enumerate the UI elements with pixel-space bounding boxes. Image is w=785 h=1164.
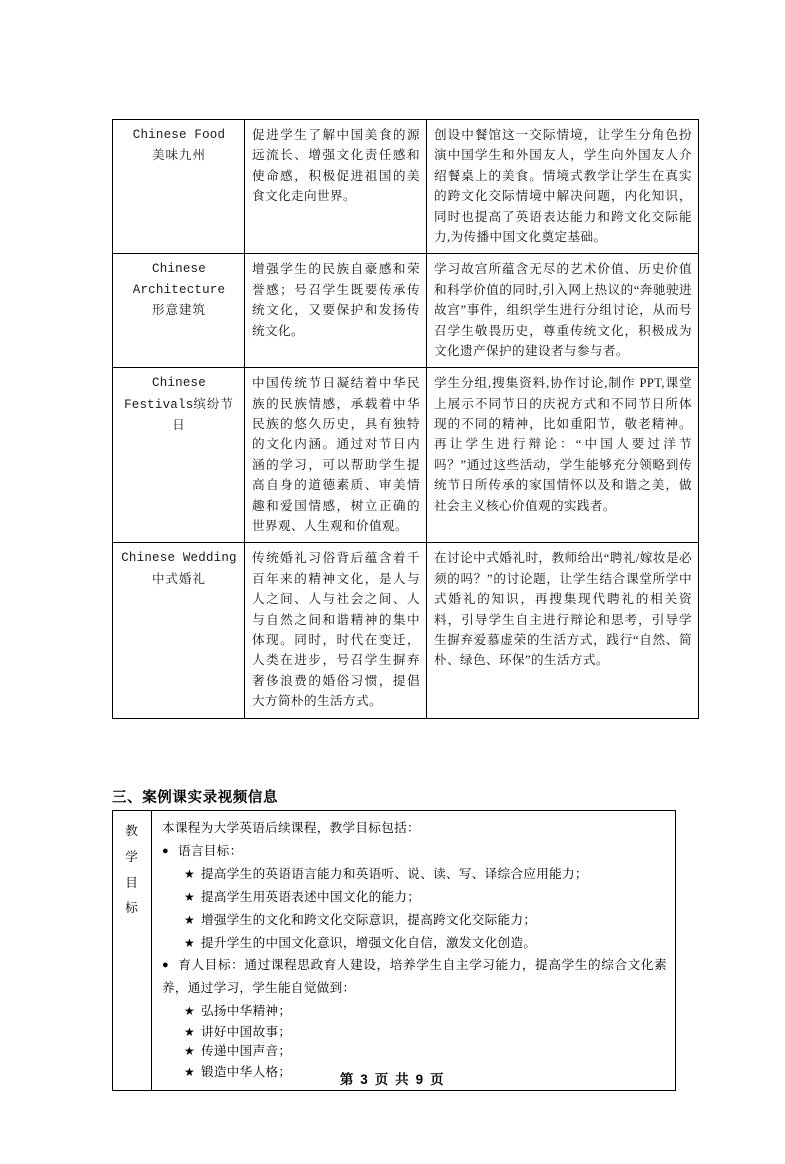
- label-char: 学: [125, 849, 139, 864]
- goals-row-label: [113, 811, 152, 1091]
- topic-cell: [113, 368, 245, 543]
- label-char: 教: [125, 824, 139, 838]
- table-row: [113, 254, 699, 368]
- page-footer: 第 3 页 共 9 页: [339, 1072, 446, 1087]
- topic-english-label: Chinese Architecture: [132, 262, 226, 297]
- moral-goal-item: ★ 锻造中华人格；: [162, 1061, 667, 1084]
- design-cell: 在讨论中式婚礼时，教师给出“聘礼/嫁妆是必须的吗？”的讨论题，让学生结合课堂所学中式婚礼的知识，再搜集现代聘礼的相关资料，引导学生自主进行辩论和思考，引导学生摒弃爱慕虚荣的生活方式，践行“自然、简朴、绿色、环保”的生活方式。: [427, 543, 699, 718]
- language-goal-item: ★ 提高学生的英语语言能力和英语听、说、读、写、译综合应用能力；: [162, 863, 667, 886]
- culture-topics-table: [112, 119, 699, 719]
- goals-content-cell: [152, 811, 676, 1091]
- topic-english-label: Chinese Wedding: [121, 551, 237, 566]
- language-goal-item: ★ 增强学生的文化和跨文化交际意识，提高跨文化交际能力；: [162, 909, 667, 932]
- topic-chinese-label: 形意建筑: [151, 302, 206, 317]
- topic-english-label: Chinese Food: [132, 128, 226, 142]
- objective-cell: 中国传统节日凝结着中华民族的民族情感，承载着中华民族的悠久历史，具有独特的文化内涵。通过对节日内涵的学习，可以帮助学生提高自身的道德素质、审美情趣和爱国情感，树立正确的世界观、人生观和价值观。: [245, 368, 427, 543]
- objective-cell: 增强学生的民族自豪感和荣誉感；号召学生既要传承传统文化，又要保护和发扬传统文化。: [245, 254, 427, 368]
- table-row: [113, 368, 699, 543]
- table-row: [113, 543, 699, 718]
- topic-cell: [113, 543, 245, 718]
- topic-english-label: Chinese Festivals: [124, 376, 206, 412]
- topic-chinese-label: 缤纷节日: [172, 396, 234, 432]
- topic-chinese-label: 中式婚礼: [151, 571, 206, 586]
- language-goal-item: ★ 提升学生的中国文化意识，增强文化自信，激发文化创造。: [162, 932, 667, 955]
- goals-intro: 本课程为大学英语后续课程，教学目标包括：: [162, 821, 420, 835]
- table-row: [113, 120, 699, 254]
- language-goal-item: ★ 提高学生用英语表述中国文化的能力；: [162, 886, 667, 909]
- teaching-goals-table: [112, 810, 676, 1091]
- table-row: [113, 811, 676, 1091]
- label-char: 目: [125, 875, 139, 890]
- label-char: 标: [125, 901, 139, 916]
- moral-goal-item: ★ 传递中国声音；: [162, 1042, 667, 1061]
- design-cell: 创设中餐馆这一交际情境，让学生分角色扮演中国学生和外国友人，学生向外国友人介绍餐桌上的美食。情境式教学让学生在真实的跨文化交际情境中解决问题，内化知识，同时也提高了英语表达能力和跨文化交际能力,为传播中国文化奠定基础。: [427, 120, 699, 254]
- design-cell: 学习故宫所蕴含无尽的艺术价值、历史价值和科学价值的同时,引入网上热议的“奔驰驶进故宫”事件，组织学生进行分组讨论，从而号召学生敬畏历史，尊重传统文化，积极成为文化遗产保护的建设者与参与者。: [427, 254, 699, 368]
- topic-chinese-label: 美味九州: [151, 148, 206, 163]
- moral-goal-title: ● 育人目标：通过课程思政育人建设，培养学生自主学习能力，提高学生的综合文化素养，通过学习，学生能自觉做到：: [162, 954, 667, 1000]
- moral-goal-item: ★ 弘扬中华精神；: [162, 1000, 667, 1023]
- objective-cell: 传统婚礼习俗背后蕴含着千百年来的精神文化，是人与人之间、人与社会之间、人与自然之间和谐精神的集中体现。同时，时代在变迁，人类在进步，号召学生摒弃奢侈浪费的婚俗习惯，提倡大方简朴的生活方式。: [245, 543, 427, 718]
- language-goal-title: ● 语言目标：: [162, 840, 667, 863]
- design-cell: 学生分组,搜集资料,协作讨论,制作 PPT,课堂上展示不同节日的庆祝方式和不同节日所体现的不同的精神，比如重阳节，敬老精神。再让学生进行辩论：“中国人要过洋节吗？”通过这些活动，学生能够充分领略到传统节日所传承的家国情怀以及和谐之美，做社会主义核心价值观的实践者。: [427, 368, 699, 543]
- topic-cell: [113, 254, 245, 368]
- section-heading: 三、案例课实录视频信息: [112, 790, 279, 806]
- topic-cell: [113, 120, 245, 254]
- objective-cell: 促进学生了解中国美食的源远流长、增强文化责任感和使命感，积极促进祖国的美食文化走向世界。: [245, 120, 427, 254]
- moral-goal-item: ★ 讲好中国故事；: [162, 1023, 667, 1042]
